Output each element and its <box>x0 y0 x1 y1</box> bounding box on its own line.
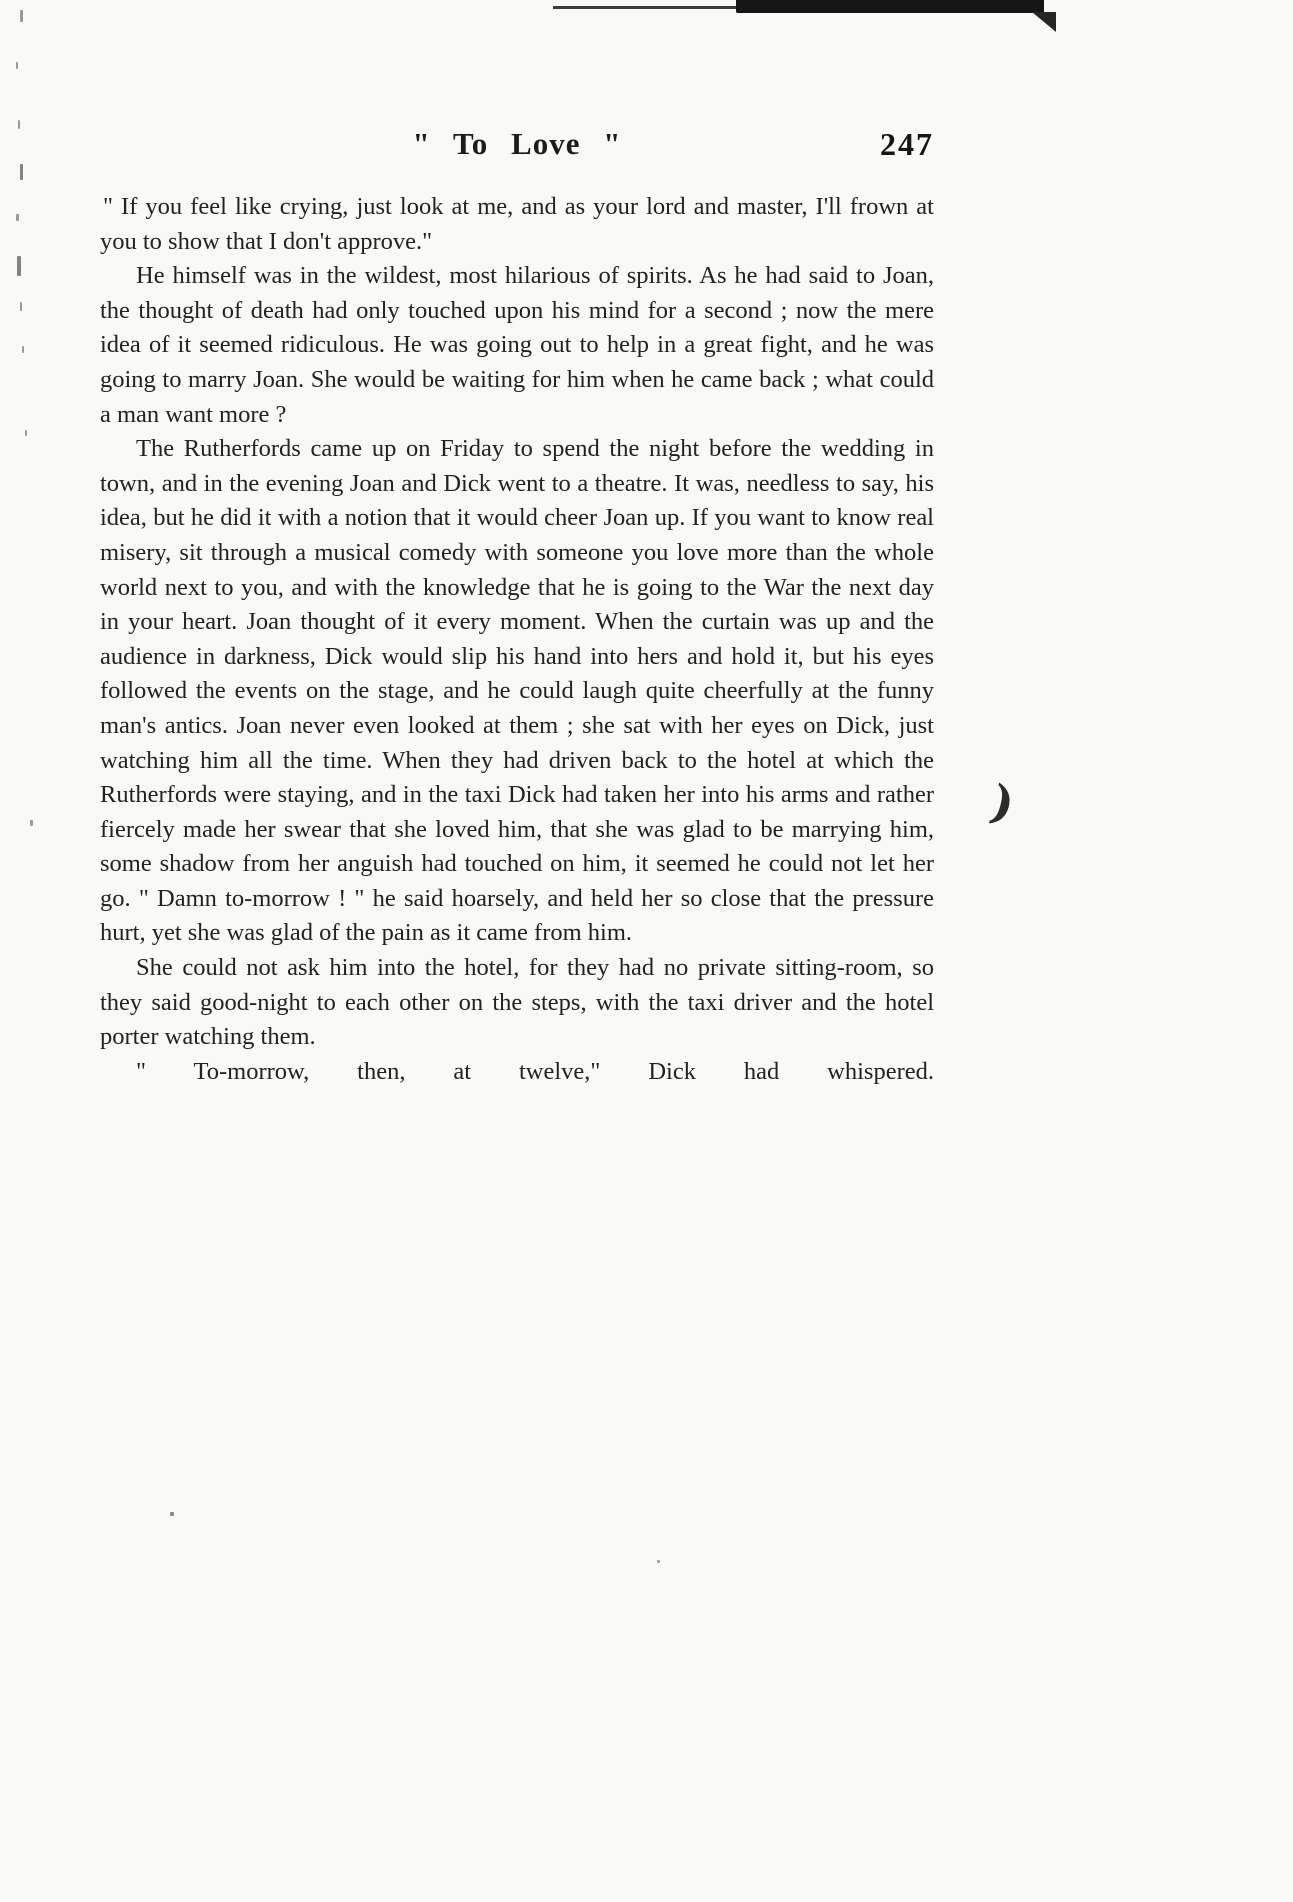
scan-artifact-corner <box>1032 12 1056 32</box>
scan-artifact-dark-bar <box>736 0 1044 13</box>
scan-speck <box>18 120 20 129</box>
scan-speck <box>657 1560 660 1563</box>
scan-speck <box>16 62 18 69</box>
text-column <box>100 126 934 1089</box>
page-text <box>100 190 934 1089</box>
handwritten-margin-mark: ) <box>985 774 1020 832</box>
paragraph-goodnight-steps: She could not ask him into the hotel, for they had no private sitting-room, so they said good-night to each other on the steps, with the taxi driver and the hotel porter watching them. <box>100 954 934 1051</box>
scan-speck <box>30 820 33 826</box>
scan-speck <box>16 214 19 221</box>
scan-speck <box>22 346 24 353</box>
scan-speck <box>25 430 27 436</box>
page-title: " To Love " <box>412 126 622 161</box>
page-header <box>100 126 934 170</box>
paragraph-rutherfords-theatre: The Rutherfords came up on Friday to spend the night before the wedding in town, and in the evening Joan and Dick went to a theatre. It was, needless to say, his idea, but he did it with a notion that it would cheer Joan up. If you want to know real misery, sit through a musical comedy with someone you love more than the whole world next to you, and with the knowledge that he is going to the War the next day in your heart. Joan thought of it every moment. When the curtain was up and the audience in darkness, Dick would slip his hand into hers and hold it, but his eyes followed the events on the stage, and he could laugh quite cheerfully at the funny man's antics. Joan never even looked at them ; she sat with her eyes on Dick, just watching him all the time. When they had driven back to the hotel at which the Rutherfords were staying, and in the taxi Dick had taken her into his arms and rather fiercely made her swear that she loved him, that she was glad to be marrying him, some shadow from her anguish had touched on him, it seemed he could not let her go. " Damn to-morrow ! " he said hoarsely, and held her so close that the pressure hurt, yet she was glad of the pain as it came from him. <box>100 435 934 947</box>
scan-speck <box>20 10 23 22</box>
scan-speck <box>170 1512 174 1516</box>
scan-speck <box>20 164 23 180</box>
paragraph-dialogue-crying: " If you feel like crying, just look at me, and as your lord and master, I'll frown at you to show that I don't approve." <box>100 193 934 255</box>
paragraph-tomorrow-whispered: " To-morrow, then, at twelve," Dick had whispered. <box>136 1057 934 1085</box>
paragraph-hilarious-spirits: He himself was in the wildest, most hilarious of spirits. As he had said to Joan, the thought of death had only touched upon his mind for a second ; now the mere idea of it seemed ridiculous. He was going out to help in a great fight, and he was going to marry Joan. She would be waiting for him when he came back ; what could a man want more ? <box>100 262 934 428</box>
page-number: 247 <box>880 126 934 162</box>
scan-speck <box>20 302 22 311</box>
scan-speck <box>17 256 21 276</box>
